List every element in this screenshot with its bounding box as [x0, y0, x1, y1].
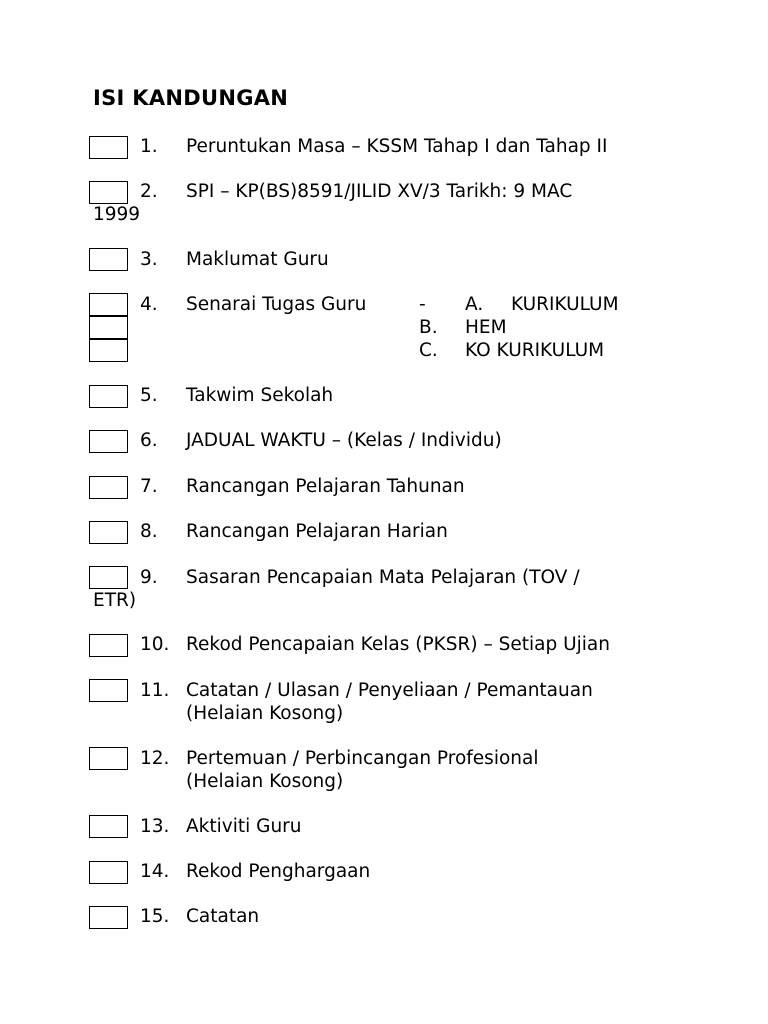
checkbox-item-6[interactable] [89, 430, 128, 453]
item-number: 7. [140, 476, 158, 497]
item-text: Catatan [186, 906, 260, 927]
item-text: Senarai Tugas Guru [186, 294, 367, 315]
checkbox-item-10[interactable] [89, 634, 128, 657]
checkbox-item-2[interactable] [89, 181, 128, 204]
item-number: 13. [140, 816, 170, 837]
item-number: 9. [140, 567, 158, 588]
item-text: Pertemuan / Perbincangan Profesional [186, 748, 539, 769]
item-text-line2: (Helaian Kosong) [186, 771, 344, 792]
sub-list-dash: - [419, 294, 426, 315]
sub-item-letter: C. [419, 340, 438, 361]
sub-item-letter: B. [419, 317, 438, 338]
item-text: JADUAL WAKTU – (Kelas / Individu) [186, 430, 502, 451]
item-number: 4. [140, 294, 158, 315]
checkbox-item-9[interactable] [89, 566, 128, 589]
item-text: Sasaran Pencapaian Mata Pelajaran (TOV / [186, 567, 580, 588]
checkbox-item-12[interactable] [89, 747, 128, 770]
checkbox-item-8[interactable] [89, 521, 128, 544]
sub-item-label: HEM [465, 317, 507, 338]
item-number: 8. [140, 521, 158, 542]
checkbox-item-7[interactable] [89, 476, 128, 499]
checkbox-item-3[interactable] [89, 248, 128, 271]
checkbox-item-13[interactable] [89, 815, 128, 838]
item-text-continuation: 1999 [93, 204, 141, 225]
page-title: ISI KANDUNGAN [93, 86, 289, 110]
checkbox-item-1[interactable] [89, 136, 128, 159]
item-number: 14. [140, 861, 170, 882]
sub-item-label: KO KURIKULUM [465, 340, 605, 361]
item-text: Takwim Sekolah [186, 385, 334, 406]
item-text: Peruntukan Masa – KSSM Tahap I dan Tahap II [186, 136, 608, 157]
checkbox-item-4c[interactable] [89, 339, 128, 362]
item-text: Rekod Pencapaian Kelas (PKSR) – Setiap Ujian [186, 634, 610, 655]
checkbox-item-14[interactable] [89, 861, 128, 884]
checkbox-item-4b[interactable] [89, 316, 128, 339]
item-number: 6. [140, 430, 158, 451]
item-number: 3. [140, 249, 158, 270]
checkbox-item-5[interactable] [89, 385, 128, 408]
item-number: 5. [140, 385, 158, 406]
checkbox-item-15[interactable] [89, 906, 128, 929]
checkbox-item-11[interactable] [89, 679, 128, 702]
checkbox-item-4a[interactable] [89, 293, 128, 316]
sub-item-letter: A. [465, 294, 484, 315]
item-number: 12. [140, 748, 170, 769]
item-text: SPI – KP(BS)8591/JILID XV/3 Tarikh: 9 MAC [186, 181, 573, 202]
item-text-continuation: ETR) [93, 590, 137, 611]
item-text: Rekod Penghargaan [186, 861, 371, 882]
item-number: 11. [140, 680, 170, 701]
item-text: Catatan / Ulasan / Penyeliaan / Pemantauan [186, 680, 593, 701]
item-text: Aktiviti Guru [186, 816, 302, 837]
item-number: 2. [140, 181, 158, 202]
item-number: 10. [140, 634, 170, 655]
sub-item-label: KURIKULUM [511, 294, 619, 315]
item-number: 1. [140, 136, 158, 157]
item-number: 15. [140, 906, 170, 927]
item-text: Maklumat Guru [186, 249, 329, 270]
item-text: Rancangan Pelajaran Tahunan [186, 476, 465, 497]
item-text: Rancangan Pelajaran Harian [186, 521, 448, 542]
item-text-line2: (Helaian Kosong) [186, 703, 344, 724]
